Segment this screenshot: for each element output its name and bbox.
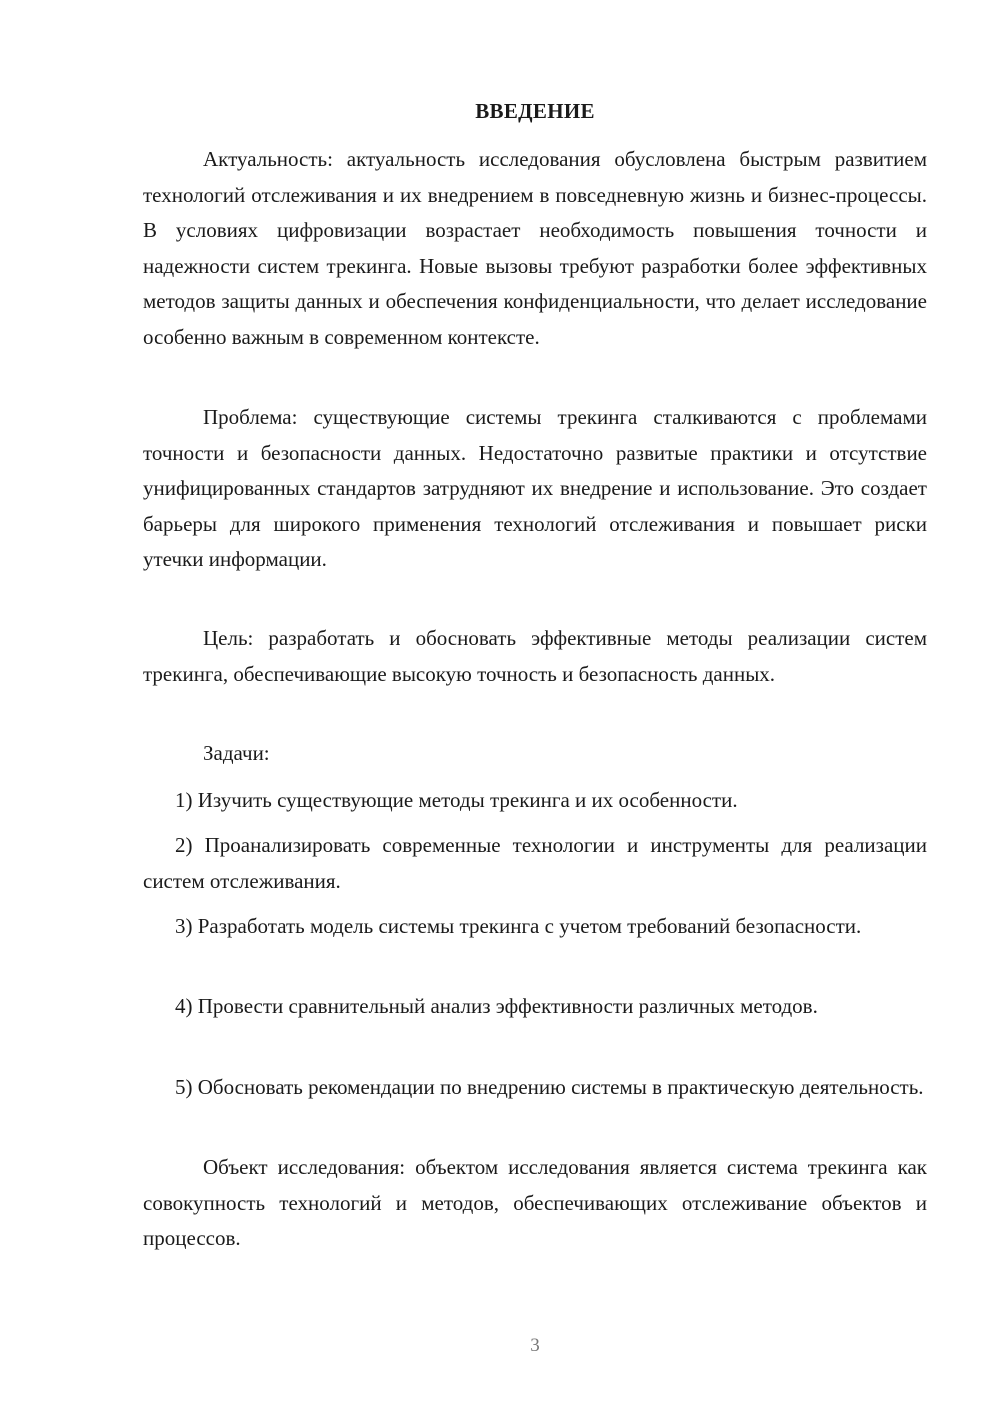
task-item-2: 2) Проанализировать современные технологии и инструменты для реализации систем отслеживания. xyxy=(143,833,927,893)
page-number: 3 xyxy=(530,1335,540,1356)
tasks-label: Задачи: xyxy=(203,741,270,765)
paragraph-relevance: Актуальность: актуальность исследования обусловлена быстрым развитием технологий отслеживания и их внедрением в повседневную жизнь и бизнес-процессы. В условиях цифровизации возрастает необходимость повышения точности и надежности систем трекинга. Новые вызовы требуют разработки более эффективных методов защиты данных и обеспечения конфиденциальности, что делает исследование особенно важным в современном контексте. xyxy=(143,147,927,349)
task-item-4: 4) Провести сравнительный анализ эффективности различных методов. xyxy=(175,994,818,1018)
task-item-3: 3) Разработать модель системы трекинга с учетом требований безопасности. xyxy=(175,914,862,938)
section-heading: ВВЕДЕНИЕ xyxy=(475,99,595,123)
task-item-1: 1) Изучить существующие методы трекинга и их особенности. xyxy=(175,788,738,812)
paragraph-object: Объект исследования: объектом исследования является система трекинга как совокупность технологий и методов, обеспечивающих отслеживание объектов и процессов. xyxy=(143,1155,927,1250)
paragraph-goal: Цель: разработать и обосновать эффективные методы реализации систем трекинга, обеспечивающие высокую точность и безопасность данных. xyxy=(143,626,927,686)
task-item-5: 5) Обосновать рекомендации по внедрению системы в практическую деятельность. xyxy=(175,1075,924,1099)
paragraph-problem: Проблема: существующие системы трекинга сталкиваются с проблемами точности и безопасности данных. Недостаточно развитые практики и отсутствие унифицированных стандартов затрудняют их внедрение и использование. Это создает барьеры для широкого применения технологий отслеживания и повышает риски утечки информации. xyxy=(143,405,927,571)
